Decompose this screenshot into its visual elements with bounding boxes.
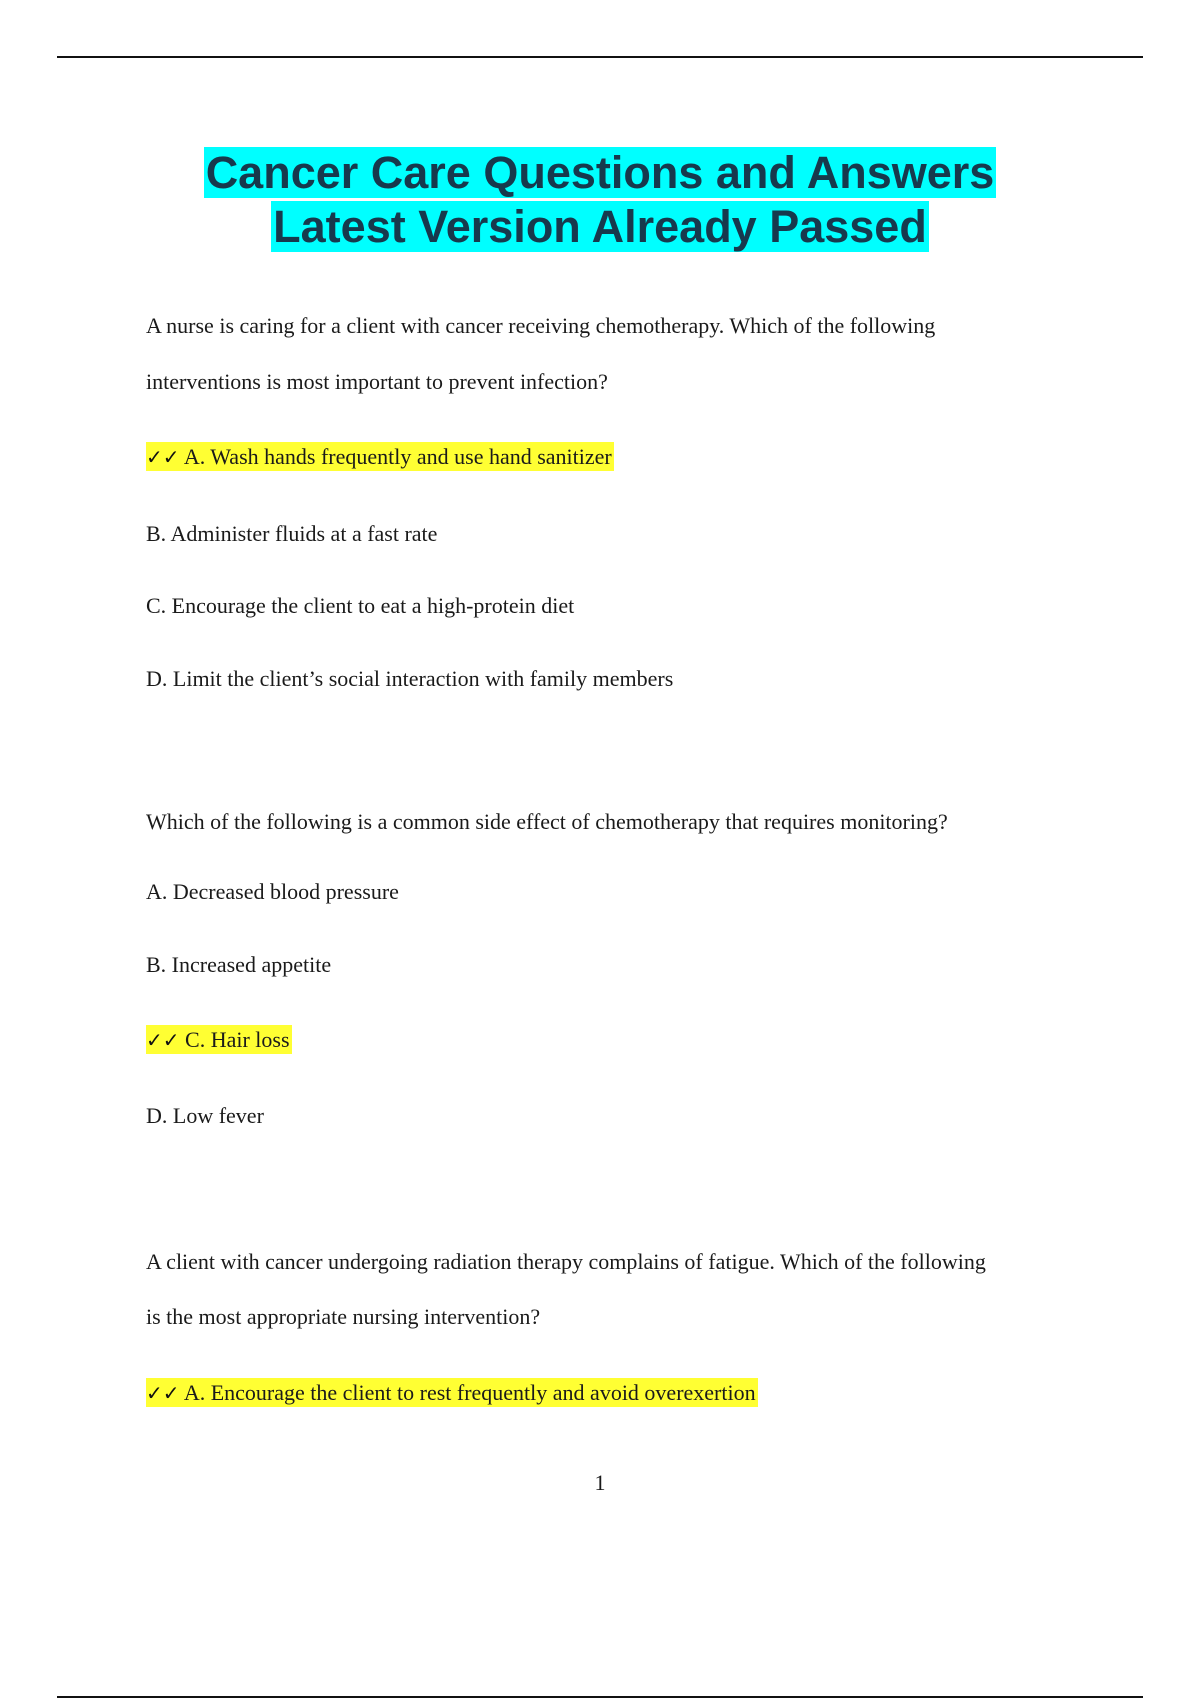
check-mark-icon: ✓✓ [146,1028,180,1052]
option-text: A. Wash hands frequently and use hand sanitizer [183,444,612,469]
question-2-stem-line-1: Which of the following is a common side effect of chemotherapy that requires monitoring? [146,809,948,834]
question-2-option-d: D. Low fever [146,1103,264,1128]
title-line-1: Cancer Care Questions and Answers [205,147,995,198]
question-1-option-a [146,442,614,472]
question-1-stem-line-2: interventions is most important to prevent infection? [146,369,608,394]
correct-answer-highlight [146,1025,292,1054]
bottom-rule [57,1696,1143,1698]
question-2-option-a: A. Decreased blood pressure [146,879,399,904]
question-2-option-b: B. Increased appetite [146,952,332,977]
question-3-stem-line-2: is the most appropriate nursing intervention? [146,1304,541,1329]
title-line-2: Latest Version Already Passed [273,201,927,252]
option-text: C. Hair loss [185,1027,290,1052]
correct-answer-highlight [146,442,614,471]
check-mark-icon: ✓✓ [146,1381,180,1405]
question-3-stem-line-1: A client with cancer undergoing radiation therapy complains of fatigue. Which of the following [146,1249,986,1274]
top-rule [57,56,1143,58]
question-1-stem-line-1: A nurse is caring for a client with cancer receiving chemotherapy. Which of the following [146,313,936,338]
page-number: 1 [594,1470,606,1495]
question-1-option-c: C. Encourage the client to eat a high-protein diet [146,593,575,618]
correct-answer-highlight [146,1378,758,1407]
question-1-option-b: B. Administer fluids at a fast rate [146,521,438,546]
option-text: A. Encourage the client to rest frequently and avoid overexertion [183,1380,756,1405]
question-3-option-a [146,1378,758,1408]
question-1-option-d: D. Limit the client’s social interaction with family members [146,666,674,691]
check-mark-icon: ✓✓ [146,445,180,469]
question-2-option-c [146,1025,292,1055]
document-title [0,146,1200,254]
